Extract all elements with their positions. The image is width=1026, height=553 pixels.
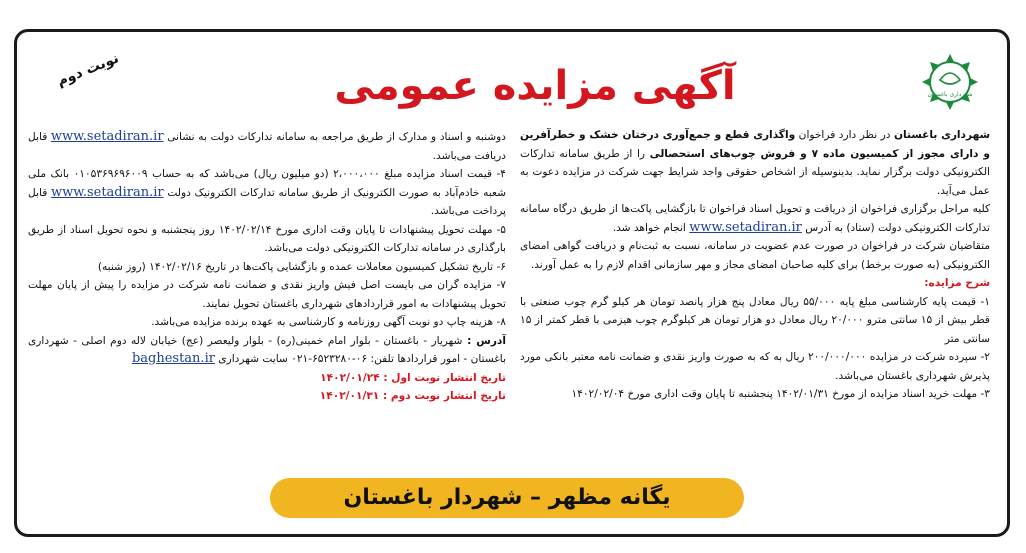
baghestan-link[interactable]: baghestan.ir: [131, 351, 215, 366]
registration-paragraph: متقاضیان شرکت در فراخوان در صورت عدم عضویت در سامانه، نسبت به ثبت‌نام و دریافت گواهی امضای الکترونیکی (به صورت برخط) برای کلیه صاحبان امضای مجاز و مهر سازمانی اقدام لازم را به عمل آورند.: [520, 240, 990, 271]
right-column: [520, 126, 990, 404]
setadiran-link[interactable]: www.setadiran.ir: [689, 219, 802, 235]
page-title: آگهی مزایده عمومی: [334, 63, 736, 109]
left-column: [28, 128, 506, 406]
list-item: ۱- قیمت پایه کارشناسی مبلغ پایه ۵۵/۰۰۰ ریال معادل پنج هزار پانصد تومان هر کیلو گرم چوب صنعتی با قطر بیش از ۱۵ سانتی مترو ۲۰/۰۰۰ ریال معادل دو هزار تومان هر کیلوگرم چوب هیزمی با قطر کمتر از ۱۵ سانتی متر: [520, 295, 990, 345]
intro-paragraph: شهرداری باغستان در نظر دارد فراخوان واگذاری قطع و جمع‌آوری درختان خشک و خطرآفرین و دارای مجوز از کمیسیون ماده ۷ و فروش چوب‌های استحصالی را از طریق سامانه تدارکات الکترونیکی دولت برگزار نماید. بدینوسیله از اشخاص حقوقی واجد شرایط جهت شرکت در مزایده دعوت به عمل می‌آید.: [520, 129, 990, 197]
footer-signature: یگانه مظهر – شهردار باغستان: [270, 478, 744, 518]
round-label: نوبت دوم: [54, 50, 122, 90]
logo-caption: شهرداری باغستان: [927, 91, 973, 98]
list-item: ۵- مهلت تحویل پیشنهادات تا پایان وقت اداری مورخ ۱۴۰۲/۰۲/۱۴ روز پنجشنبه و نحوه تحویل اسناد از طریق بارگذاری در سامانه تدارکات الکترونیکی دولت می‌باشد.: [28, 223, 506, 254]
setadiran-link[interactable]: www.setadiran.ir: [50, 184, 164, 200]
list-item: ۷- مزایده گران می بایست اصل فیش واریز نقدی و ضمانت نامه شرکت در مزایده را پیش از پایان مهلت تحویل پیشنهادات به امور قراردادهای شهرداری باغستان تحویل نمایند.: [28, 279, 506, 310]
list-item: دوشنبه و اسناد و مدارک از طریق مراجعه به سامانه تدارکات دولت به نشانی www.setadiran.ir قابل دریافت می‌باشد.: [28, 129, 506, 162]
baghestan-municipality-logo-icon: [918, 50, 982, 114]
first-publish-date: تاریخ انتشار نوبت اول : ۱۴۰۲/۰۱/۲۴: [320, 371, 506, 384]
setadiran-link[interactable]: www.setadiran.ir: [50, 129, 164, 144]
list-item: ۶- تاریخ تشکیل کمیسیون معاملات عمده و بازگشایی پاکت‌ها در تاریخ ۱۴۰۲/۰۲/۱۶ (روز شنبه): [97, 260, 506, 273]
section-title: شرح مزایده:: [924, 277, 990, 289]
second-publish-date: تاریخ انتشار نوبت دوم : ۱۴۰۲/۰۱/۳۱: [319, 390, 506, 402]
list-item: ۸- هزینه چاپ دو نوبت آگهی روزنامه و کارشناسی به عهده برنده مزایده می‌باشد.: [151, 316, 506, 328]
list-item: ۴- قیمت اسناد مزایده مبلغ ۲،۰۰۰،۰۰۰ (دو میلیون ریال) می‌باشد که به حساب ۰۱۰۵۳۶۹۶۹۶۰۰۹ بانک ملی شعبه خادم‌آباد به صورت الکترونیک از طریق سامانه تدارکات الکترونیک دولت www.setadiran.ir قابل پرداخت می‌باشد.: [28, 168, 506, 217]
procedure-paragraph: کلیه مراحل برگزاری فراخوان از دریافت و تحویل اسناد فراخوان تا بازگشایی پاکت‌ها از طریق درگاه سامانه تدارکات الکترونیکی دولت (ستاد) به آدرس www.setadiran.ir انجام خواهد شد.: [520, 203, 990, 235]
address: آدرس : شهریار - باغستان - بلوار امام خمینی(ره) - بلوار ولیعصر (عج) خیابان لاله دوم اصلی - شهرداری باغستان - امور قراردادها تلفن: ۰۶-۶۵۲۳۲۸۰-۰۲۱ سایت شهرداری baghestan.ir: [28, 334, 506, 366]
list-item: ۲- سپرده شرکت در مزایده ۲۰۰/۰۰۰/۰۰۰ ریال به که به صورت واریز نقدی و ضمانت نامه معتبر بانکی مورد پذیرش شهرداری باغستان می‌باشد.: [520, 351, 990, 382]
list-item: ۳- مهلت خرید اسناد مزایده از مورخ ۱۴۰۲/۰۱/۳۱ پنجشنبه تا پایان وقت اداری مورخ ۱۴۰۲/۰۲/۰۴: [571, 388, 990, 400]
